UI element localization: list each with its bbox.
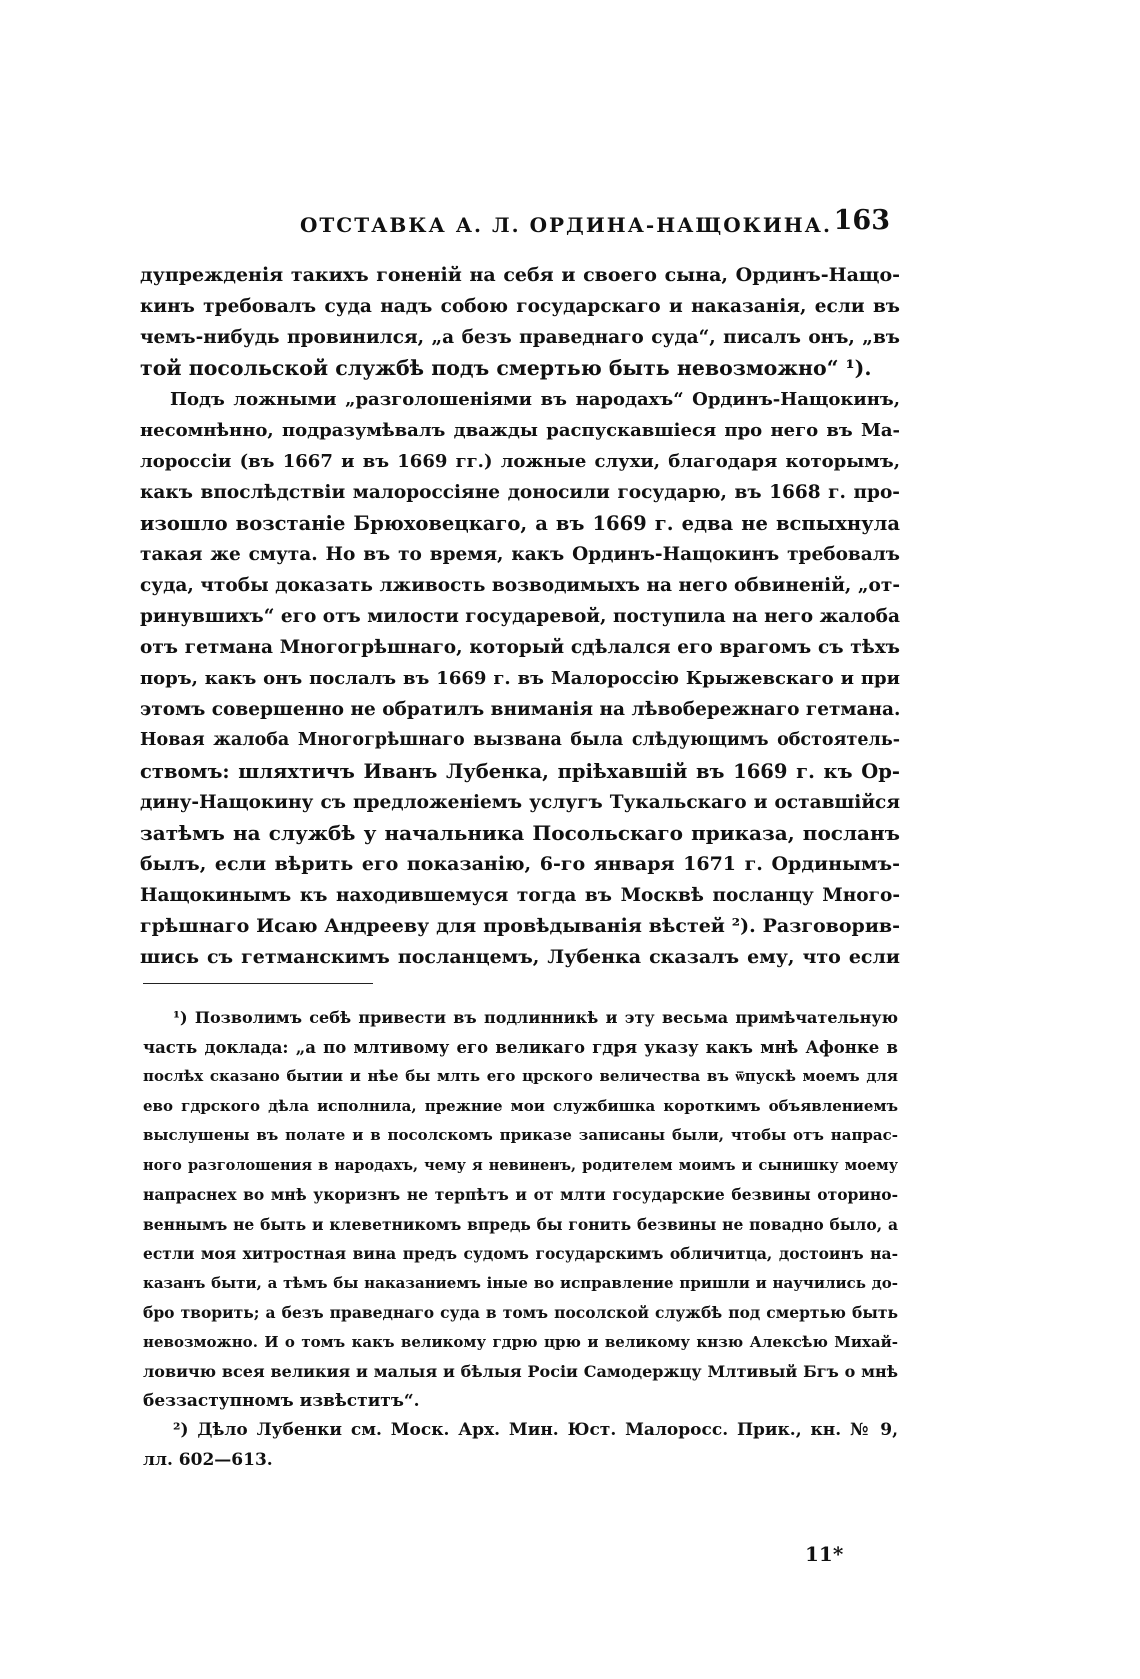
text-line: такая же смута. Но въ то время, какъ Ординъ-Нащокинъ требовалъ [140, 544, 900, 565]
text-line: Нащокинымъ къ находившемуся тогда въ Москвѣ посланцу Много- [140, 885, 900, 906]
text-line: грѣшнаго Исаю Андрееву для провѣдыванія вѣстей ²). Разговорив- [140, 915, 900, 937]
text-line: ствомъ: шляхтичъ Иванъ Лубенка, пріѣхавшій въ 1669 г. къ Ор- [140, 760, 900, 783]
text-line: несомнѣнно, подразумѣвалъ дважды распускавшіеся про него въ Ма- [140, 420, 900, 441]
footnote-line: ²) Дѣло Лубенки см. Моск. Арх. Мин. Юст. Малоросс. Прик., кн. № 9, [173, 1420, 898, 1440]
footnote-line: ¹) Позволимъ себѣ привести въ подлинникѣ и эту весьма примѣчательную [173, 1008, 898, 1027]
text-line: поръ, какъ онъ послалъ въ 1669 г. въ Малороссію Крыжевскаго и при [140, 668, 900, 689]
text-line: былъ, если вѣрить его показанію, 6-го января 1671 г. Ординымъ- [140, 853, 900, 875]
footnote-line: казанъ быти, а тѣмъ бы наказаниемъ іные во исправление пришли и научились до- [143, 1273, 898, 1292]
page-header [140, 205, 900, 245]
text-line: ринувшихъ“ его отъ милости государевой, поступила на него жалоба [140, 606, 900, 627]
footnote-line: ного разголошения в народахъ, чему я невиненъ, родителем моимъ и сынишку моему [143, 1156, 898, 1174]
footnote-line: напраснех во мнѣ укоризнъ не терпѣтъ и от млти государские безвины оторино- [143, 1185, 898, 1204]
text-line: Новая жалоба Многогрѣшнаго вызвана была слѣдующимъ обстоятель- [140, 730, 900, 750]
text-line: дину-Нащокину съ предложеніемъ услугъ Тукальскаго и оставшійся [140, 792, 900, 813]
footnotes [143, 1003, 898, 1475]
text-line: шись съ гетманскимъ посланцемъ, Лубенка сказалъ ему, что если [140, 946, 900, 968]
text-line: Подъ ложными „разголошеніями въ народахъ“ Ординъ-Нащокинъ, [170, 389, 900, 410]
text-line: какъ впослѣдствіи малороссіяне доносили государю, въ 1668 г. про- [140, 482, 900, 503]
text-line: той посольской службѣ подъ смертью быть невозможно“ ¹). [140, 356, 872, 380]
text-line: кинъ требовалъ суда надъ собою государскаго и наказанія, если въ [140, 296, 900, 317]
footnote-line: выслушены въ полате и в посолскомъ приказе записаны были, чтобы отъ напрас- [143, 1126, 898, 1144]
text-line: затѣмъ на службѣ у начальника Посольскаго приказа, посланъ [140, 821, 900, 845]
running-title: ОТСТАВКА А. Л. ОРДИНА-НАЩОКИНА. [300, 213, 832, 237]
footnote-line: беззаступномъ извѣститъ“. [143, 1390, 420, 1411]
text-line: чемъ-нибудь провинился, „а безъ праведнаго суда“, писалъ онъ, „въ [140, 327, 900, 348]
text-line: лороссіи (въ 1667 и въ 1669 гг.) ложные слухи, благодаря которымъ, [140, 451, 900, 472]
text-line: суда, чтобы доказать лживость возводимыхъ на него обвиненій, „от- [140, 575, 900, 596]
text-line: дупрежденія такихъ гоненій на себя и своего сына, Ординъ-Нащо- [140, 264, 900, 286]
footnote-divider [143, 983, 373, 984]
footnote-line: естли моя хитростная вина предъ судомъ государскимъ обличитца, достоинъ на- [143, 1244, 898, 1263]
footnote-line: ево гдрского дѣла исполнила, прежние мои службишка короткимъ объявлениемъ [143, 1096, 898, 1115]
footnote-line: лл. 602—613. [143, 1449, 273, 1470]
main-text [140, 260, 900, 973]
footnote-line: веннымъ не быть и клеветникомъ впредь бы гонить безвины не повадно было, а [143, 1214, 898, 1234]
footnote-line: невозможно. И о томъ какъ великому гдрю црю и великому кнзю Алексѣю Михай- [143, 1332, 898, 1351]
signature-mark: 11* [805, 1542, 844, 1566]
page-number: 163 [833, 205, 890, 236]
footnote-line: часть доклада: „а по млтивому его великаго гдря указу какъ мнѣ Афонке в [143, 1037, 898, 1057]
text-line: этомъ совершенно не обратилъ вниманія на лѣвобережнаго гетмана. [140, 699, 901, 720]
footnote-line: послѣх сказано бытии и нѣе бы млть его црского величества въ ѿпускѣ моемъ для [143, 1067, 898, 1085]
text-line: отъ гетмана Многогрѣшнаго, который сдѣлался его врагомъ съ тѣхъ [140, 637, 900, 658]
footnote-line: бро творить; а безъ праведнаго суда в томъ посолской службѣ под смертью быть [143, 1303, 898, 1322]
footnote-line: ловичю всея великия и малыя и бѣлыя Росіи Самодержцу Млтивый Бгъ о мнѣ [143, 1362, 898, 1381]
text-line: изошло возстаніе Брюховецкаго, а въ 1669 г. едва не вспыхнула [140, 512, 900, 535]
